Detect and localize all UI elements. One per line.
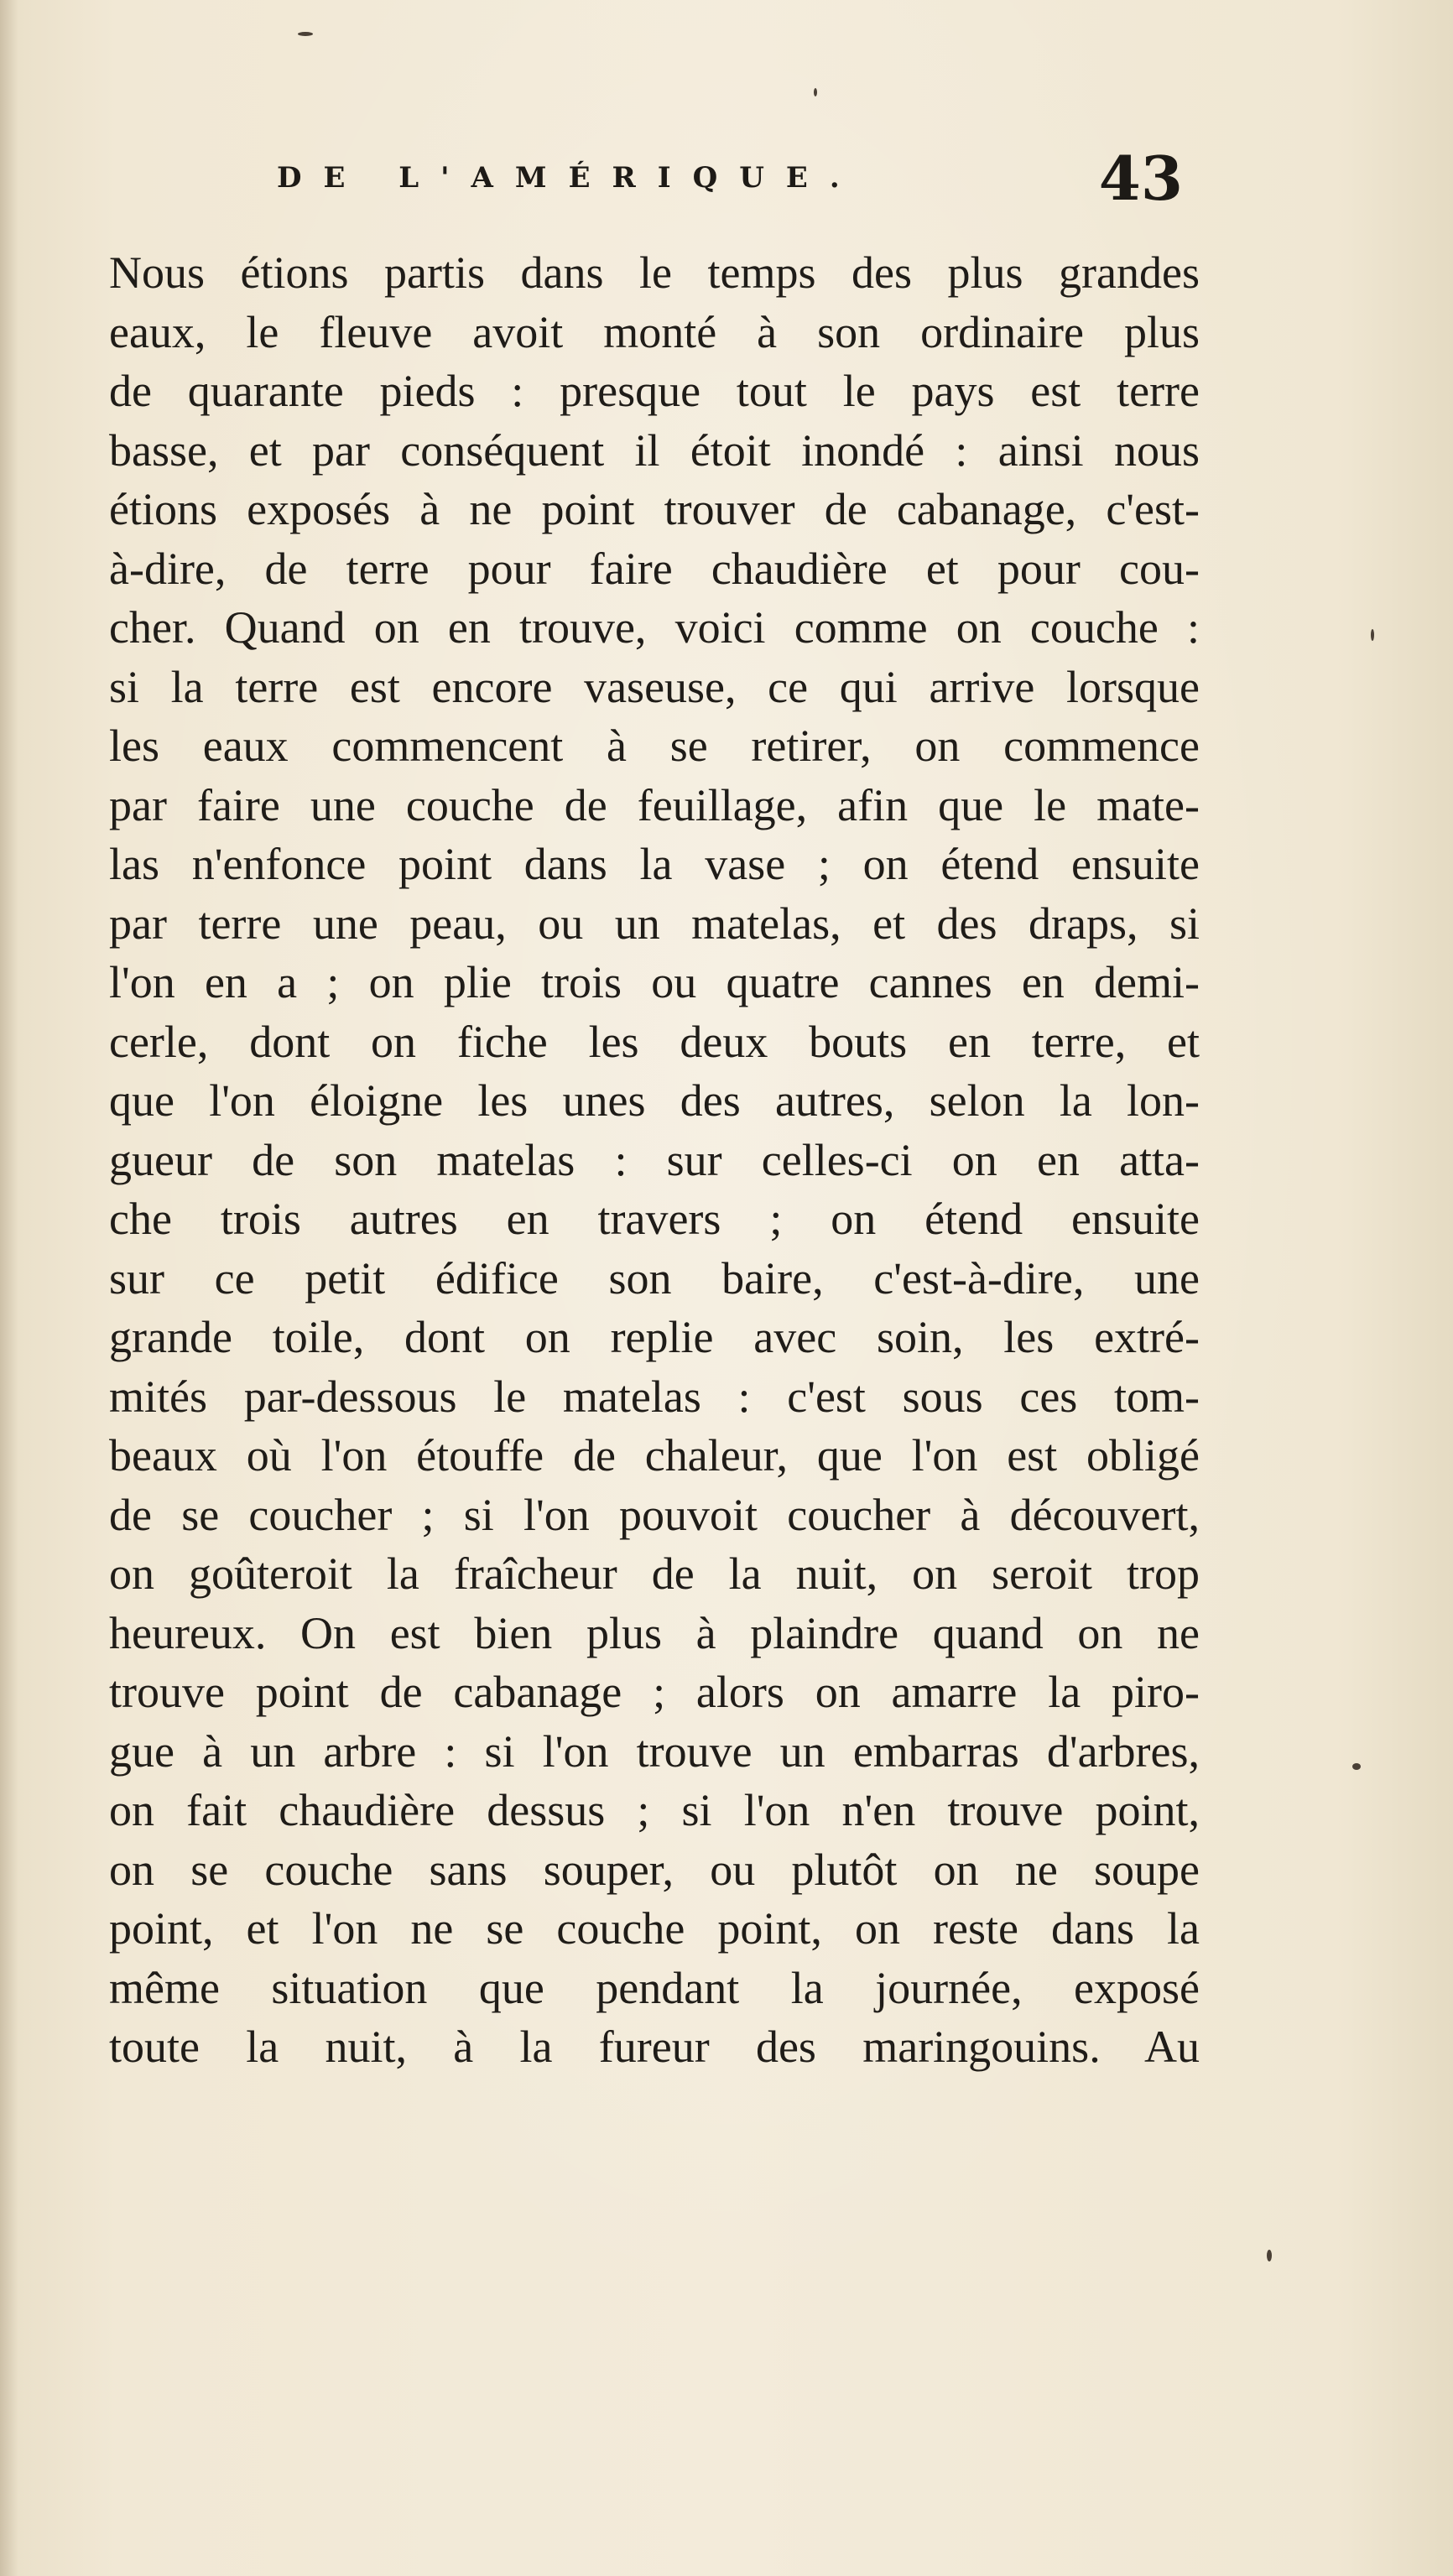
text-line: heureux. On est bien plus à plaindre quand on ne (109, 1607, 1200, 1658)
text-line: l'on en a ; on plie trois ou quatre cannes en demi- (109, 957, 1200, 1007)
text-line: par terre une peau, ou un matelas, et des draps, si (109, 898, 1200, 949)
body-text (109, 243, 1200, 2077)
text-line: basse, et par conséquent il étoit inondé : ainsi nous (109, 424, 1200, 476)
text-line: gue à un arbre : si l'on trouve un embarras d'arbres, (109, 1725, 1200, 1777)
text-line: de se coucher ; si l'on pouvoit coucher à découvert, (109, 1489, 1200, 1540)
text-line: étions exposés à ne point trouver de cabanage, c'est- (109, 484, 1200, 534)
text-line: trouve point de cabanage ; alors on amarre la piro- (109, 1667, 1200, 1717)
running-head (277, 143, 1216, 235)
text-line: que l'on éloigne les unes des autres, selon la lon- (109, 1075, 1200, 1126)
text-line: mités par-dessous le matelas : c'est sous ces tom- (109, 1371, 1200, 1422)
text-line: on fait chaudière dessus ; si l'on n'en trouve point, (109, 1785, 1200, 1835)
text-line: si la terre est encore vaseuse, ce qui arrive lorsque (109, 661, 1200, 712)
text-line: même situation que pendant la journée, exposé (109, 1962, 1200, 2013)
paper-speck (298, 32, 313, 36)
text-line: de quarante pieds : presque tout le pays est terre (109, 366, 1200, 416)
text-line: grande toile, dont on replie avec soin, les extré- (109, 1312, 1200, 1362)
text-line: che trois autres en travers ; on étend ensuite (109, 1194, 1200, 1244)
text-line: gueur de son matelas : sur celles-ci on en atta- (109, 1134, 1200, 1185)
paper-speck (1352, 1763, 1361, 1770)
text-line: par faire une couche de feuillage, afin que le mate- (109, 779, 1200, 830)
text-line: on se couche sans souper, ou plutôt on ne soupe (109, 1844, 1200, 1895)
gutter-shadow (0, 0, 18, 2576)
running-title: DE L'AMÉRIQUE. (277, 161, 862, 195)
page-number: 43 (1098, 143, 1183, 214)
text-line: sur ce petit édifice son baire, c'est-à-dire, une (109, 1252, 1200, 1304)
text-line: on goûteroit la fraîcheur de la nuit, on seroit trop (109, 1548, 1200, 1599)
text-line: à-dire, de terre pour faire chaudière et pour cou- (109, 543, 1200, 594)
text-line: beaux où l'on étouffe de chaleur, que l'on est obligé (109, 1430, 1200, 1481)
text-line: toute la nuit, à la fureur des maringouins. Au (109, 2022, 1200, 2072)
text-line: eaux, le fleuve avoit monté à son ordinaire plus (109, 306, 1200, 357)
text-line: las n'enfonce point dans la vase ; on étend ensuite (109, 839, 1200, 889)
paper-speck (1371, 629, 1374, 641)
text-line: Nous étions partis dans le temps des plus grandes (109, 247, 1200, 298)
paper-speck (814, 88, 817, 96)
paper-speck (1267, 2250, 1272, 2261)
text-line: cerle, dont on fiche les deux bouts en terre, et (109, 1016, 1200, 1067)
text-line: les eaux commencent à se retirer, on commence (109, 721, 1200, 771)
text-line: point, et l'on ne se couche point, on reste dans la (109, 1903, 1200, 1954)
text-line: cher. Quand on en trouve, voici comme on couche : (109, 602, 1200, 653)
